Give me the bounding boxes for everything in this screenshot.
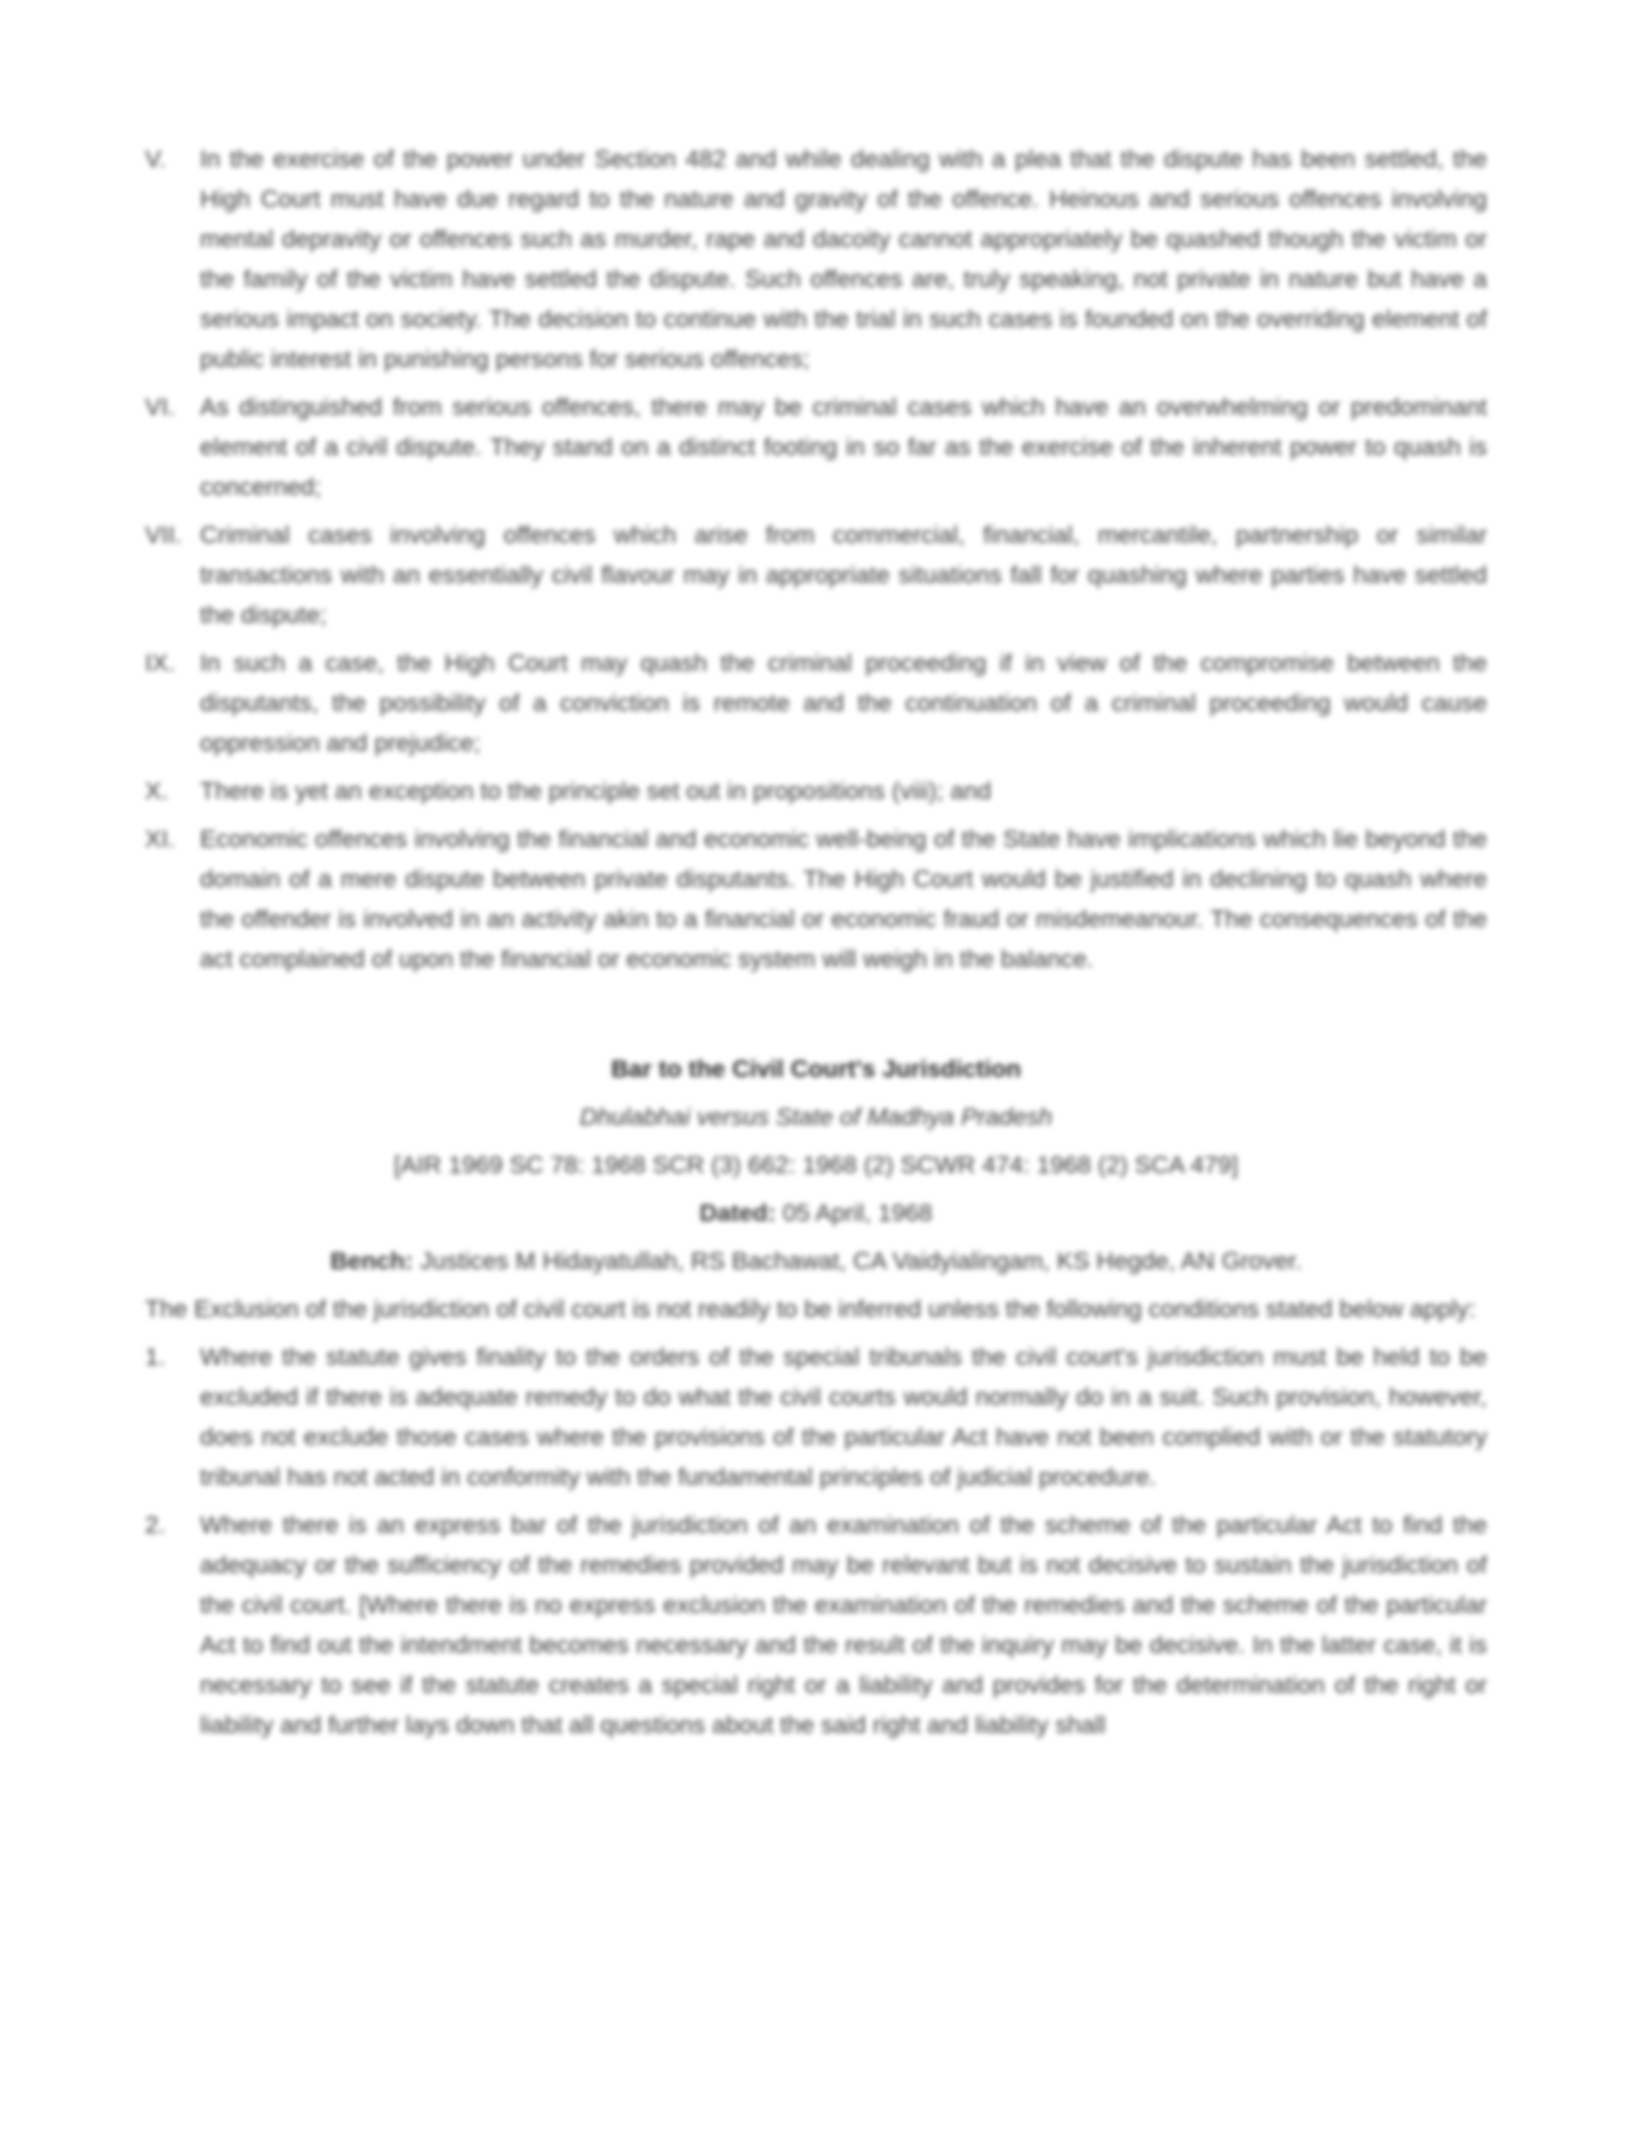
list-item — [145, 140, 1487, 380]
case-date — [145, 1194, 1487, 1234]
list-item-number: VI. — [145, 394, 175, 421]
list-item-number: IX. — [145, 650, 175, 677]
case-bench — [145, 1242, 1487, 1282]
dated-label: Dated: — [699, 1200, 776, 1227]
list-item-number: V. — [145, 146, 166, 173]
list-item — [145, 1506, 1487, 1746]
list-item-text: In the exercise of the power under Section 482 and while dealing with a plea that the dispute has been settled, the High Court must have due regard to the nature and gravity of the offence. Heinous and serious offences involving mental depravity or offences such as murder, rape and dacoity cannot appropriately be quashed though the victim or the family of the victim have settled the dispute. Such offences are, truly speaking, not private in nature but have a serious impact on society. The decision to continue with the trial in such cases is founded on the overriding element of public interest in punishing persons for serious offences; — [200, 146, 1487, 373]
list-item-text: As distinguished from serious offences, there may be criminal cases which have an overwhelming or predominant element of a civil dispute. They stand on a distinct footing in so far as the exercise of the inherent power to quash is concerned; — [200, 394, 1487, 501]
list-item-text: There is yet an exception to the principle set out in propositions (viii); and — [200, 778, 992, 805]
section-heading: Bar to the Civil Court's Jurisdiction — [610, 1056, 1022, 1083]
bench-value: Justices M Hidayatullah, RS Bachawat, CA Vaidyialingam, KS Hegde, AN Grover. — [419, 1248, 1302, 1275]
upper-numbered-list — [145, 140, 1487, 980]
case-name: Dhulabhai versus State of Madhya Pradesh — [579, 1104, 1053, 1131]
list-item — [145, 1338, 1487, 1498]
section-header — [145, 1050, 1487, 1282]
list-item — [145, 388, 1487, 508]
list-item-number: VII. — [145, 522, 182, 549]
list-item-text: Criminal cases involving offences which arise from commercial, financial, mercantile, partnership or similar transactions with an essentially civil flavour may in appropriate situations fall for quashing where parties have settled the dispute; — [200, 522, 1487, 629]
lower-numbered-list — [145, 1338, 1487, 1746]
list-item-number: X. — [145, 778, 169, 805]
dated-value: 05 April, 1968 — [782, 1200, 933, 1227]
bench-label: Bench: — [330, 1248, 414, 1275]
list-item-text: Where the statute gives finality to the orders of the special tribunals the civil court's jurisdiction must be held to be excluded if there is adequate remedy to do what the civil courts would normally do in a suit. Such provision, however, does not exclude those cases where the provisions of the particular Act have not been complied with or the statutory tribunal has not acted in conformity with the fundamental principles of judicial procedure. — [200, 1344, 1487, 1491]
document-page — [145, 140, 1487, 1754]
list-item — [145, 644, 1487, 764]
list-item-text: Where there is an express bar of the jurisdiction of an examination of the scheme of the particular Act to find the adequacy or the sufficiency of the remedies provided may be relevant but is not decisive to sustain the jurisdiction of the civil court. [Where there is no express exclusion the examination of the remedies and the scheme of the particular Act to find out the intendment becomes necessary and the result of the inquiry may be decisive. In the latter case, it is necessary to see if the statute creates a special right or a liability and provides for the determination of the right or liability and further lays down that all questions about the said right and liability shall — [200, 1512, 1487, 1739]
list-item-number: 1. — [145, 1344, 166, 1371]
case-citation: [AIR 1969 SC 78: 1968 SCR (3) 662: 1968 (2) SCWR 474: 1968 (2) SCA 479] — [393, 1152, 1239, 1179]
list-item-number: 2. — [145, 1512, 166, 1539]
list-item — [145, 772, 1487, 812]
list-item-number: XI. — [145, 826, 175, 853]
section-intro: The Exclusion of the jurisdiction of civil court is not readily to be inferred unless the following conditions stated below apply: — [145, 1296, 1476, 1323]
list-item — [145, 516, 1487, 636]
list-item-text: Economic offences involving the financial and economic well-being of the State have implications which lie beyond the domain of a mere dispute between private disputants. The High Court would be justified in declining to quash where the offender is involved in an activity akin to a financial or economic fraud or misdemeanour. The consequences of the act complained of upon the financial or economic system will weigh in the balance. — [200, 826, 1487, 973]
list-item — [145, 820, 1487, 980]
list-item-text: In such a case, the High Court may quash the criminal proceeding if in view of the compromise between the disputants, the possibility of a conviction is remote and the continuation of a criminal proceeding would cause oppression and prejudice; — [200, 650, 1487, 757]
